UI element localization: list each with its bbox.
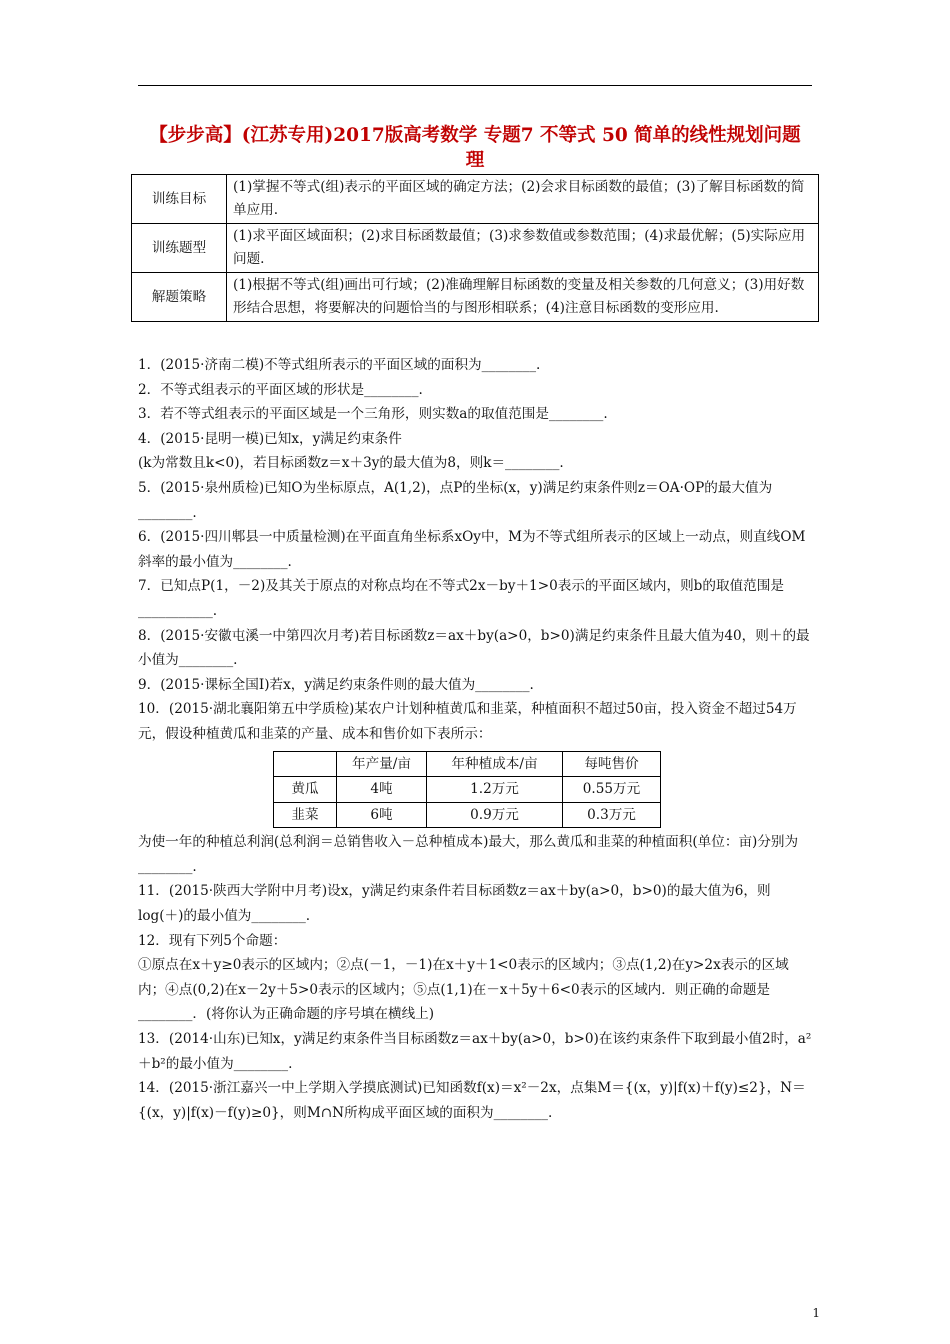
crop-table-header: 年种植成本/亩 [427,751,563,777]
strategy-body: (1)根据不等式(组)画出可行域；(2)准确理解目标函数的变量及相关参数的几何意义；(3)用好数形结合思想，将要解决的问题恰当的与图形相联系；(4)注意目标函数的变形应用. [227,273,819,322]
header-rule [138,85,812,86]
crop-table-cell: 韭菜 [274,802,337,828]
crop-table-cell: 黄瓜 [274,777,337,803]
crop-table-header-row [274,751,661,777]
strategy-row [132,175,819,224]
crop-table-cell: 4吨 [337,777,427,803]
page-number: 1 [812,1306,820,1320]
question-2: 2．不等式组表示的平面区域的形状是________. [138,381,423,398]
crop-table-header: 每吨售价 [563,751,661,777]
crop-table-cell: 0.9万元 [427,802,563,828]
strategy-table [131,174,819,322]
crop-table-cell: 0.55万元 [563,777,661,803]
question-11: 11．(2015·陕西大学附中月考)设x，y满足约束条件若目标函数z＝ax＋by(a>0，b>0)的最大值为6，则log(＋)的最小值为________. [138,883,771,925]
question-7: 7．已知点P(1，－2)及其关于原点的对称点均在不等式2x－by＋1>0表示的平面区域内，则b的取值范围是___________. [138,578,784,619]
strategy-body: (1)求平面区域面积；(2)求目标函数最值；(3)求参数值或参数范围；(4)求最优解；(5)实际应用问题. [227,224,819,273]
crop-table [273,751,661,829]
question-6: 6．(2015·四川郫县一中质量检测)在平面直角坐标系xOy中，M为不等式组所表示的区域上一动点，则直线OM斜率的最小值为________. [138,529,806,570]
crop-table-cell: 1.2万元 [427,777,563,803]
question-5: 5．(2015·泉州质检)已知O为坐标原点，A(1,2)，点P的坐标(x，y)满足约束条件则z＝OA·OP的最大值为________. [138,479,773,521]
question-10-outro: 为使一年的种植总利润(总利润＝总销售收入－总种植成本)最大，那么黄瓜和韭菜的种植面积(单位：亩)分别为________. [138,834,799,875]
crop-table-cell: 0.3万元 [563,802,661,828]
question-8: 8．(2015·安徽屯溪一中第四次月考)若目标函数z＝ax＋by(a>0，b>0)满足约束条件且最大值为40，则＋的最小值为________. [138,627,810,669]
strategy-head: 训练题型 [132,224,227,273]
question-4: 4．(2015·昆明一模)已知x，y满足约束条件 (k为常数且k<0)，若目标函数z＝x＋3y的最大值为8，则k＝________. [138,430,564,472]
question-3: 3．若不等式组表示的平面区域是一个三角形，则实数a的取值范围是________. [138,406,608,423]
crop-table-cell: 6吨 [337,802,427,828]
question-12-items: ①原点在x＋y≥0表示的区域内；②点(－1，－1)在x＋y＋1<0表示的区域内；③点(1,2)在y>2x表示的区域内；④点(0,2)在x－2y＋5>0表示的区域内；⑤点(1,1)在－x＋5y＋6<0表示的区域内．则正确的命题是________．(将你认为正确命题的序号填在横线上) [138,957,789,1023]
document-title: 【步步高】(江苏专用)2017版高考数学 专题7 不等式 50 简单的线性规划问题 理 [149,125,801,171]
crop-table-row [274,777,661,803]
strategy-body: (1)掌握不等式(组)表示的平面区域的确定方法；(2)会求目标函数的最值；(3)了解目标函数的简单应用. [227,175,819,224]
question-14: 14．(2015·浙江嘉兴一中上学期入学摸底测试)已知函数f(x)＝x²－2x，点集M＝{(x，y)|f(x)＋f(y)≤2}，N＝{(x，y)|f(x)－f(y)≥0}，则M∩N所构成平面区域的面积为________. [138,1080,806,1121]
strategy-head: 解题策略 [132,273,227,322]
strategy-row [132,224,819,273]
question-12: 12．现有下列5个命题： [138,932,287,949]
question-10-intro: 10．(2015·湖北襄阳第五中学质检)某农户计划种植黄瓜和韭菜，种植面积不超过50亩，投入资金不超过54万元，假设种植黄瓜和韭菜的产量、成本和售价如下表所示： [138,701,797,742]
strategy-row [132,273,819,322]
question-13: 13．(2014·山东)已知x，y满足约束条件当目标函数z＝ax＋by(a>0，b>0)在该约束条件下取到最小值2时，a²＋b²的最小值为________. [138,1031,812,1072]
strategy-head: 训练目标 [132,175,227,224]
question-9: 9．(2015·课标全国Ⅰ)若x，y满足约束条件则的最大值为________. [138,676,534,693]
question-list [138,353,814,1125]
crop-table-header: 年产量/亩 [337,751,427,777]
crop-table-row [274,802,661,828]
question-1: 1．(2015·济南二模)不等式组所表示的平面区域的面积为________. [138,357,541,373]
crop-table-header [274,751,337,777]
crop-table-wrapper [273,751,814,829]
